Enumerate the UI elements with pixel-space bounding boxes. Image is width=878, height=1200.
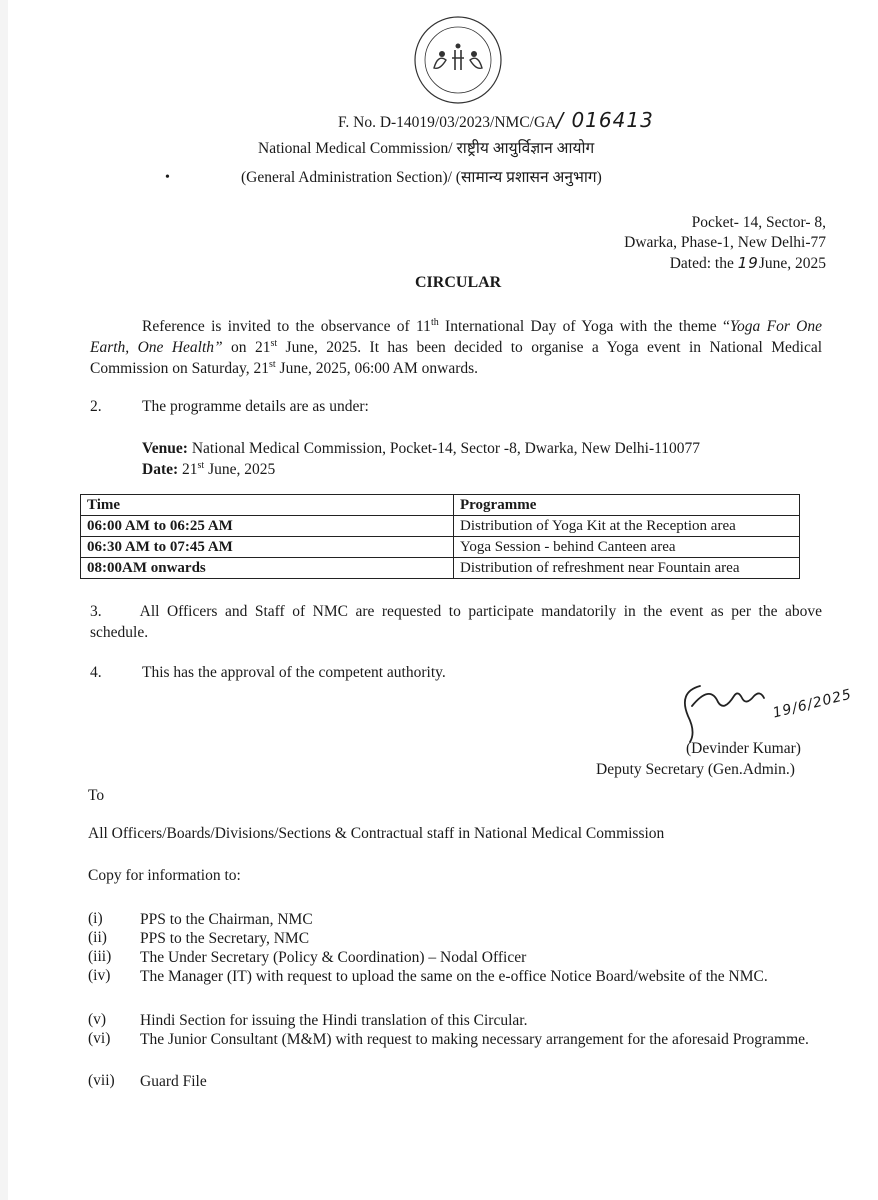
section-line: (General Administration Section)/ (सामान्य प्रशासन अनुभाग) <box>241 169 602 186</box>
para-2-number: 2. <box>90 398 102 415</box>
table-header-time: Time <box>81 495 454 516</box>
to-label: To <box>88 787 105 804</box>
organisation-line: National Medical Commission/ राष्ट्रीय आयुर्विज्ञान आयोग <box>258 140 595 157</box>
file-number-handwritten: / 016413 <box>556 108 654 132</box>
signatory-name: (Devinder Kumar) <box>686 740 801 757</box>
dated-prefix: Dated: the <box>669 255 734 272</box>
copy-item-number: (ii) <box>88 929 107 946</box>
schedule-programme: Distribution of refreshment near Fountain area <box>454 558 800 579</box>
copy-item-number: (iv) <box>88 967 111 984</box>
address-line-1: Pocket- 14, Sector- 8, <box>691 214 826 231</box>
copy-item-number: (v) <box>88 1011 107 1028</box>
schedule-time: 06:30 AM to 07:45 AM <box>81 537 454 558</box>
address-line-2: Dwarka, Phase-1, New Delhi-77 <box>624 234 826 251</box>
programme-schedule-table <box>80 494 800 579</box>
copy-item-number: (iii) <box>88 948 112 965</box>
file-number: F. No. D-14019/03/2023/NMC/GA <box>338 114 557 131</box>
copy-item-text: PPS to the Chairman, NMC <box>140 911 313 928</box>
copy-item-number: (vi) <box>88 1030 111 1047</box>
para-4-number: 4. <box>90 664 102 681</box>
dated-suffix: June, 2025 <box>758 255 826 272</box>
table-row <box>81 537 800 558</box>
paragraph-1: Reference is invited to the observance of 11th International Day of Yoga with the theme “Yoga For One Earth, One Health” on 21st June, 2025. It has been decided to organise a Yoga event in National Medical Commission on Saturday, 21st June, 2025, 06:00 AM onwards. <box>90 316 823 377</box>
venue-line: Venue: National Medical Commission, Pocket-14, Sector -8, Dwarka, New Delhi-110077 <box>142 440 701 457</box>
copy-item-number: (vii) <box>88 1072 115 1089</box>
copy-item-text: The Under Secretary (Policy & Coordination) – Nodal Officer <box>140 949 527 966</box>
table-header-row <box>81 495 800 516</box>
date-line: Date: 21st June, 2025 <box>142 459 276 478</box>
yoga-theme: Yoga For One Earth, One Health” <box>90 318 822 356</box>
copy-item-number: (i) <box>88 910 103 927</box>
nmc-logo-emblem <box>412 14 504 106</box>
schedule-programme: Distribution of Yoga Kit at the Reception area <box>454 516 800 537</box>
table-header-programme: Programme <box>454 495 800 516</box>
to-recipients: All Officers/Boards/Divisions/Sections & Contractual staff in National Medical Commission <box>88 825 665 842</box>
signature-date-handwritten: 19/6/2025 <box>771 686 854 722</box>
schedule-time: 06:00 AM to 06:25 AM <box>81 516 454 537</box>
signatory-designation: Deputy Secretary (Gen.Admin.) <box>596 761 795 778</box>
table-row <box>81 516 800 537</box>
schedule-programme: Yoga Session - behind Canteen area <box>454 537 800 558</box>
para-4-text: This has the approval of the competent authority. <box>142 664 446 681</box>
schedule-time: 08:00AM onwards <box>81 558 454 579</box>
copy-label: Copy for information to: <box>88 867 241 884</box>
dated-handwritten-day: 19 <box>737 254 759 272</box>
copy-item-text: Guard File <box>140 1073 207 1090</box>
para-2-text: The programme details are as under: <box>142 398 369 415</box>
copy-item-text: The Junior Consultant (M&M) with request to making necessary arrangement for the aforesaid Programme. <box>140 1031 809 1048</box>
copy-item-text: The Manager (IT) with request to upload the same on the e-office Notice Board/website of the NMC. <box>140 968 768 985</box>
dated-line <box>670 254 826 273</box>
copy-item-text: PPS to the Secretary, NMC <box>140 930 310 947</box>
paragraph-3: 3. All Officers and Staff of NMC are requested to participate mandatorily in the event as per the above schedule. <box>90 603 822 641</box>
table-row <box>81 558 800 579</box>
circular-title: CIRCULAR <box>415 274 502 291</box>
bullet-mark: • <box>165 170 170 185</box>
copy-item-text: Hindi Section for issuing the Hindi translation of this Circular. <box>140 1012 528 1029</box>
